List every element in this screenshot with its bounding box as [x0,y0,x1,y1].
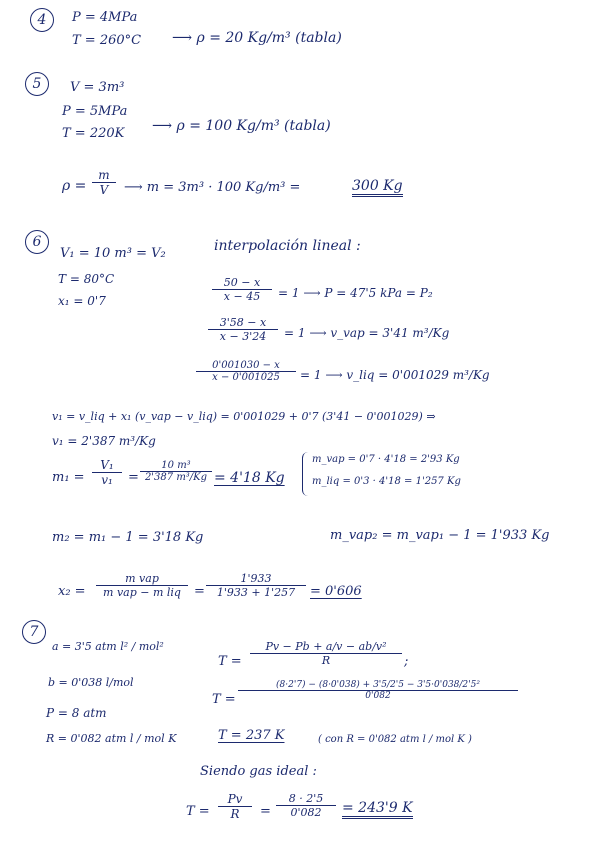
p6-interp2-fraction [208,316,278,343]
p5-temperature: T = 220K [62,126,125,141]
p5-mass-calc: ⟶ m = 3m³ · 100 Kg/m³ = [124,180,301,195]
problem-4-number: 4 [30,8,54,32]
p7-T-ideal-fraction1 [218,792,252,821]
p7-T-formula-den: R [321,654,331,667]
p6-m1-eq: = [128,470,139,485]
p6-m2: m₂ = m₁ − 1 = 3'18 Kg [52,530,204,545]
problem-6-number: 6 [25,230,49,254]
p7-gas-constant: R = 0'082 atm l / mol K [46,732,177,745]
p7-T-ideal-lhs: T = [186,804,210,819]
p7-T-subst-fraction [238,680,518,701]
p6-interp3-result: = 1 ⟶ v_liq = 0'001029 m³/Kg [300,368,490,382]
p6-x2-f1-num: m vap [96,572,188,586]
p7-T-formula-tail: ; [404,654,409,669]
p6-interp2-num: 3'58 − x [208,316,278,330]
p6-x2-eq: = [194,584,205,599]
p7-T-formula-fraction [250,640,402,667]
p4-pressure: P = 4MPa [72,10,138,25]
p5-density-lhs: ρ = [62,178,87,194]
p5-pressure: P = 5MPa [62,104,128,119]
p6-given-volume: V₁ = 10 m³ = V₂ [60,246,166,261]
p6-mvap: m_vap = 0'7 · 4'18 = 2'93 Kg [312,454,460,465]
p6-given-quality: x₁ = 0'7 [58,294,106,308]
p6-x2-f1-den: m vap − m liq [103,586,181,599]
p7-T-formula-num: Pv − Pb + a/v − ab/v² [250,640,402,654]
p6-interp1-fraction [212,276,272,303]
p7-T-ideal-eq: = [260,804,271,819]
p6-interp-title: interpolación lineal : [214,238,361,254]
p7-constant-b: b = 0'038 l/mol [48,676,134,689]
p7-T-ideal-f2-den: 0'082 [290,806,322,819]
problem-5-number: 5 [25,72,49,96]
p5-density-num: m [92,168,116,183]
p6-m1-f2-den: 2'387 m³/Kg [144,472,208,483]
p7-T-ideal-fraction2 [276,792,336,819]
p6-m1-lhs: m₁ = [52,470,85,485]
p5-volume: V = 3m³ [70,80,125,95]
p7-T-result: T = 237 K [218,728,285,743]
p6-interp1-result: = 1 ⟶ P = 47'5 kPa = P₂ [278,286,433,300]
p7-T-subst-den: 0'082 [365,691,391,701]
p6-mvap2: m_vap₂ = m_vap₁ − 1 = 1'933 Kg [330,528,550,543]
p7-ideal-gas-title: Siendo gas ideal : [200,764,317,779]
p6-specific-volume-eq: v₁ = v_liq + x₁ (v_vap − v_liq) = 0'001029 + 0'7 (3'41 − 0'001029) ⇒ [52,410,436,423]
p6-m1-f1-den: v₁ [101,473,113,487]
p7-T-ideal-f1-den: R [230,807,240,821]
p6-mliq: m_liq = 0'3 · 4'18 = 1'257 Kg [312,476,461,487]
p6-m1-fraction2 [140,460,212,483]
p7-pressure: P = 8 atm [46,706,107,720]
p6-m1-f2-num: 10 m³ [140,460,212,472]
p7-T-subst-lhs: T = [212,692,236,707]
p6-m1-result: = 4'18 Kg [214,470,285,486]
p4-result: ⟶ ρ = 20 Kg/m³ (tabla) [172,30,342,46]
p7-T-subst-num: (8·2'7) − (8·0'038) + 3'5/2'5 − 3'5·0'038/2'5² [238,680,518,691]
p6-interp1-num: 50 − x [212,276,272,290]
p7-T-formula-lhs: T = [218,654,242,669]
p6-interp2-result: = 1 ⟶ v_vap = 3'41 m³/Kg [284,326,450,340]
p6-interp1-den: x − 45 [223,290,261,303]
p6-x2-result: = 0'606 [310,584,362,599]
p6-specific-volume-result: v₁ = 2'387 m³/Kg [52,434,156,448]
p7-constant-a: a = 3'5 atm l² / mol² [52,640,164,653]
p6-x2-fraction1 [96,572,188,599]
p6-m1-f1-num: V₁ [92,458,122,473]
p6-interp3-den: x − 0'001025 [212,372,280,383]
p6-x2-fraction2 [206,572,306,599]
p7-T-ideal-f1-num: Pv [218,792,252,807]
p6-interp3-fraction [196,360,296,383]
p5-density-fraction [92,168,116,197]
p6-m1-fraction1 [92,458,122,487]
p5-density-den: V [99,183,109,197]
p5-mass-result: 300 Kg [352,178,403,197]
p7-T-result-note: ( con R = 0'082 atm l / mol K ) [318,734,472,745]
p7-T-ideal-f2-num: 8 · 2'5 [276,792,336,806]
problem-7-number: 7 [22,620,46,644]
p6-x2-f2-den: 1'933 + 1'257 [216,586,296,599]
p6-x2-lhs: x₂ = [58,584,86,599]
p4-temperature: T = 260°C [72,33,142,48]
p6-mass-split-brace [302,452,309,496]
p6-x2-f2-num: 1'933 [206,572,306,586]
p6-interp2-den: x − 3'24 [219,330,267,343]
p6-interp3-num: 0'001030 − x [196,360,296,372]
p6-given-temperature: T = 80°C [58,272,115,286]
p5-result: ⟶ ρ = 100 Kg/m³ (tabla) [152,118,331,134]
p7-T-ideal-result: = 243'9 K [342,800,413,819]
